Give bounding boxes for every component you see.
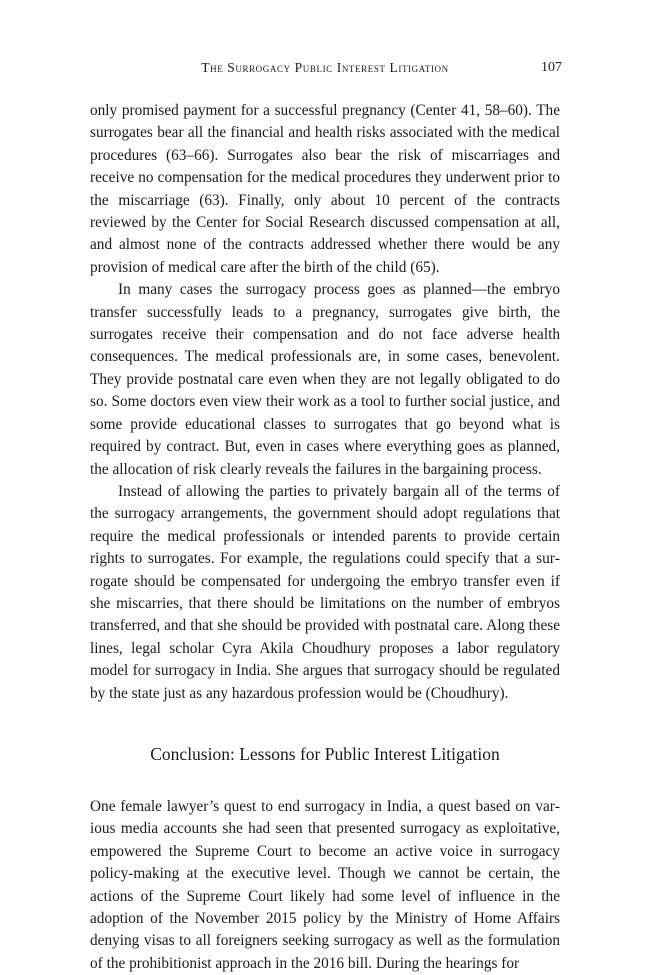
- paragraph-surrogacy-process: In many cases the surrogacy process goes as planned—the embryo transfer successfully leads to a pregnancy, surrogates give birth, the surrogates receive their compensation and do not face adverse health consequences. The medical professionals are, in some cases, benevolent. They provide postnatal care even when they are not legally obligated to do so. Some doctors even view their work as a tool to further social justice, and some provide educational classes to surrogates that go beyond what is required by contract. But, even in cases where everything goes as planned, the allocation of risk clearly reveals the failures in the bargaining process.: [90, 281, 560, 478]
- section-heading: Conclusion: Lessons for Public Interest Litigation: [150, 743, 500, 764]
- page-number: 107: [541, 60, 562, 75]
- paragraph-conclusion: One female lawyer’s quest to end surrogacy in India, a quest based on various media accounts she had seen that presented surrogacy as exploitative, empowered the Supreme Court to become an active voice in surrogacy policy-making at the executive level. Though we cannot be certain, the actions of the Supreme Court likely had some level of influence in the adoption of the November 2015 policy by the Ministry of Home Affairs denying visas to all foreigners seeking surrogacy as well as the formulation of the prohibitionist approach in the 2016 bill. During the hearings for: [90, 797, 560, 972]
- running-head: [0, 60, 650, 82]
- body-text: [90, 100, 560, 975]
- running-title: The Surrogacy Public Interest Litigation: [201, 60, 449, 75]
- paragraph-regulations: Instead of allowing the parties to privately bargain all of the terms of the surrogacy arrangements, the government should adopt regulations that require the medical professionals or intended parents to provide certain rights to surrogates. For example, the regulations could specify that a surrogate should be compensated for undergoing the embryo transfer even if she miscarries, that there should be limitations on the number of embryos transferred, and that she should be provided with postnatal care. Along these lines, legal scholar Cyra Akila Choudhury proposes a labor regulatory model for surrogacy in India. She argues that surrogacy should be regulated by the state just as any hazardous profession would be (Choudhury).: [90, 482, 560, 702]
- paragraph-continued: only promised payment for a successful pregnancy (Center 41, 58–60). The surrogates bear all the financial and health risks associated with the medical procedures (63–66). Surrogates also bear the risk of miscarriages and receive no compensation for the medical procedures they underwent prior to the miscarriage (63). Finally, only about 10 percent of the contracts reviewed by the Center for Social Research discussed compensation at all, and almost none of the contracts addressed whether there would be any provision of medical care after the birth of the child (65).: [90, 102, 560, 276]
